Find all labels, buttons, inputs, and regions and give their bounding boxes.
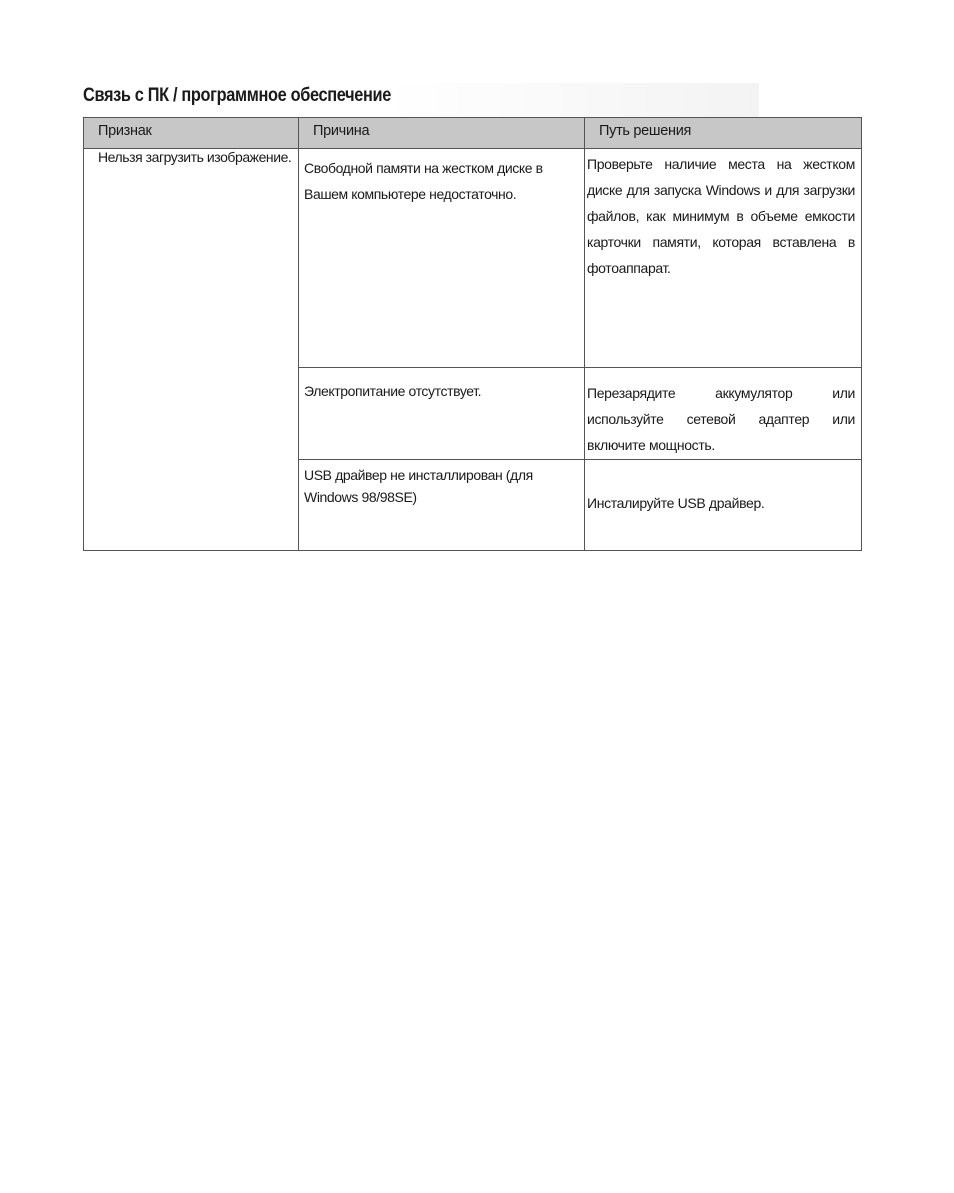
header-solution: Путь решения — [585, 118, 862, 149]
symptom-cell: Нельзя загрузить изображение. — [84, 149, 299, 551]
cause-cell: Свободной памяти на жестком диске в Вашем компьютере недостаточно. — [299, 149, 585, 368]
troubleshooting-table — [83, 117, 862, 551]
solution-cell: Перезарядите аккумулятор или используйте сетевой адаптер или включите мощность. — [585, 368, 862, 460]
cause-cell: USB драйвер не инсталлирован (для Windows 98/98SE) — [299, 460, 585, 551]
solution-cell: Проверьте наличие места на жестком диске для запуска Windows и для загрузки файлов, как минимум в объеме емкости карточки памяти, которая вставлена в фотоаппарат. — [585, 149, 862, 368]
table-header-row — [84, 118, 862, 149]
section-title: Связь с ПК / программное обеспечение — [83, 83, 759, 117]
cause-cell: Электропитание отсутствует. — [299, 368, 585, 460]
header-symptom: Признак — [84, 118, 299, 149]
solution-cell: Инсталируйте USB драйвер. — [585, 460, 862, 551]
table-row — [84, 149, 862, 368]
header-cause: Причина — [299, 118, 585, 149]
